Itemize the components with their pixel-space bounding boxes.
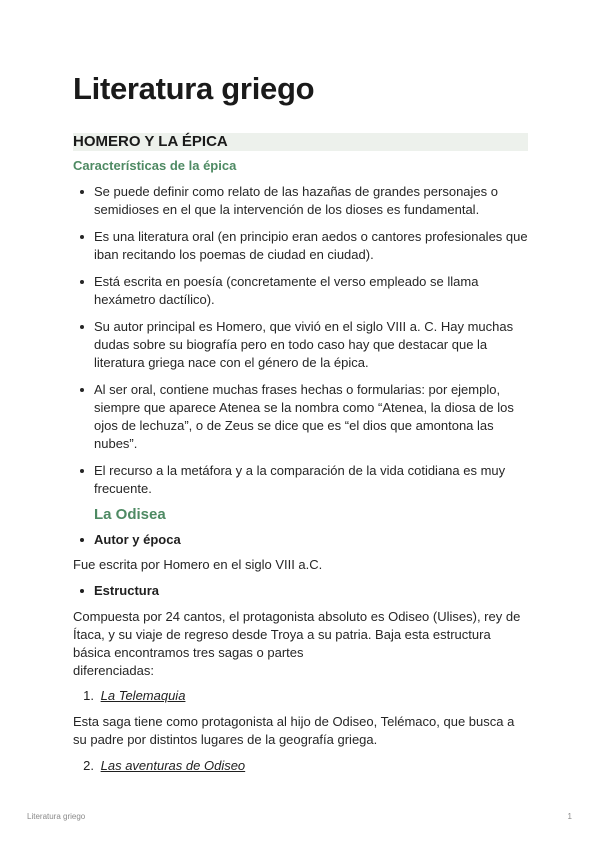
numbered-item: [73, 758, 245, 774]
odisea-heading: La Odisea: [94, 506, 166, 523]
list-item: El recurso a la metáfora y a la comparación de la vida cotidiana es muy frecuente.: [73, 462, 528, 498]
list-item: Está escrita en poesía (concretamente el verso empleado se llama hexámetro dactílico).: [73, 273, 528, 309]
epic-characteristics-list: [73, 183, 528, 507]
section-title: HOMERO Y LA ÉPICA: [73, 133, 228, 150]
subheading: Características de la épica: [73, 158, 237, 173]
structure-text: Compuesta por 24 cantos, el protagonista absoluto es Odiseo (Ulises), rey de Ítaca, y su viaje de regreso desde Troya a su patria. Baja esta estructura básica encontramos tres sagas o partes: [73, 609, 521, 660]
structure-label: Estructura: [73, 583, 159, 599]
footer-doc-name: Literatura griego: [27, 812, 86, 821]
list-item: Al ser oral, contiene muchas frases hechas o formularias: por ejemplo, siempre que aparece Atenea se la nombra como “Atenea, la diosa de los ojos de lechuza”, o de Zeus se dice que es “el dios que amontona las nubes”.: [73, 381, 528, 453]
author-label: Autor y época: [73, 532, 181, 548]
item-number: 2.: [83, 758, 94, 773]
list-item: Se puede definir como relato de las hazañas de grandes personajes o semidioses en el que la intervención de los dioses es fundamental.: [73, 183, 528, 219]
numbered-item: [73, 688, 185, 704]
work-title-link[interactable]: Las aventuras de Odiseo: [100, 758, 246, 773]
item-number: 1.: [83, 688, 94, 703]
part1-text: Esta saga tiene como protagonista al hijo de Odiseo, Telémaco, que busca a su padre por distintos lugares de la geografía griega.: [73, 714, 515, 747]
footer-page-number: 1: [567, 812, 572, 821]
structure-text-continued: diferenciadas:: [73, 663, 154, 678]
work-title-link[interactable]: La Telemaquia: [100, 688, 186, 703]
page-title: Literatura griego: [73, 71, 315, 106]
list-item: Es una literatura oral (en principio eran aedos o cantores profesionales que iban recitando los poemas de ciudad en ciudad).: [73, 228, 528, 264]
author-text: Fue escrita por Homero en el siglo VIII a.C.: [73, 557, 323, 572]
list-item: Su autor principal es Homero, que vivió en el siglo VIII a. C. Hay muchas dudas sobre su biografía pero en todo caso hay que destacar que la literatura griega nace con el género de la épica.: [73, 318, 528, 372]
